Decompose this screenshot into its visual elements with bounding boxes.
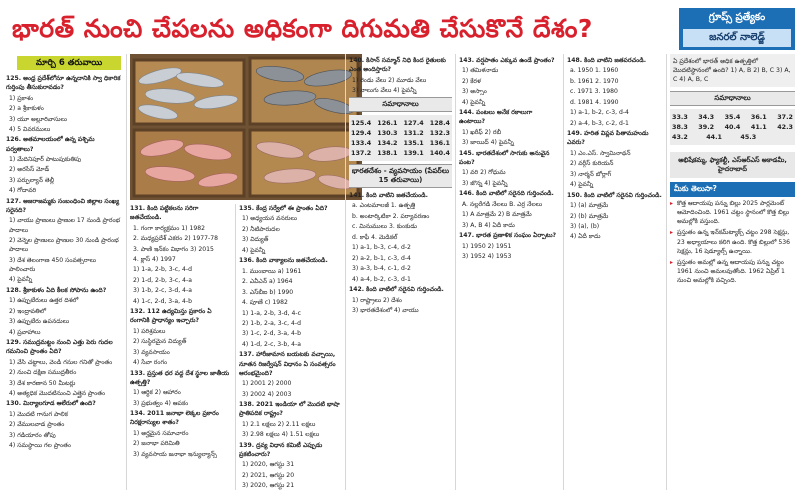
answer-option: 4) 5 వివరములు — [9, 125, 51, 133]
question-text: 128. శ్రీకాకుళం ఏది కీలక సోపాను ఉంది? — [6, 286, 107, 294]
answer-option: 2) అరసేస్ మోడ్ — [9, 166, 50, 174]
answer-option: d. కాఫీ 4. మెడికల్ — [352, 233, 398, 241]
answer-option: 2. ఎవీఎన్‌ a) 1964 — [242, 278, 293, 286]
column-divider — [126, 54, 127, 490]
column-divider — [666, 54, 667, 490]
answer-option: 4) 1-c, 2-d, 3-a, 4-b — [133, 297, 192, 305]
question-column-4 — [349, 56, 452, 490]
answer-option: 3) జాయిద్ 4) పైవన్నీ — [462, 139, 514, 147]
answer-option: 4) గోదావరి — [9, 187, 37, 195]
answer-option: 3) భారతదేశంలో 4) వాయు — [352, 306, 419, 314]
answer-option: 3) ప్రభుత్వం 4) ఆపకం — [133, 399, 189, 407]
section-heading: భారతదేశం - వ్యవసాయం (పేపర్‌లు 15 తరువాయి) — [349, 164, 452, 188]
answer-cell: 34.3 — [698, 113, 715, 122]
answer-option: 1) 1-a, 2-b, 3-c, 4-d — [133, 266, 192, 274]
question-text: 125. అంధ్ర ప్రదేశ్‌లోనూ ఉన్నదానికి స్వా ధికారిక గుర్తింపు తీసుకురావడం? — [6, 75, 121, 92]
answer-option: 3) గడియారం తోపు — [9, 431, 56, 439]
answer-option: 4) సేవా రంగం — [133, 359, 168, 367]
answer-option: 4. పూణే c) 1982 — [242, 299, 288, 307]
answer-option: 3) దేశ తెలంగాణ 450 సంవత్సరాలు పాలించారు — [9, 256, 97, 273]
answer-option: 4) a-4, b-2, c-3, d-1 — [352, 275, 411, 283]
answer-option: 3) అస్సాం — [462, 88, 487, 96]
answer-option: 3) ఉప్పుటేరు ఉపనదులు — [9, 318, 70, 326]
answer-option: 4) పైవన్నీ — [570, 181, 594, 189]
answer-option: 3) దేశ కారణాన 50 మీటర్లు — [9, 379, 76, 387]
answer-option: 3) జొన్న 4) పైవన్నీ — [462, 179, 508, 187]
question-text: 148. కింది వాటిని జతపరచండి. — [567, 57, 647, 64]
answer-option: 2) సుస్థిరమైన విద్యుత్ — [133, 338, 187, 346]
answer-option: 3) A, B 4) ఏదీ కాదు — [462, 221, 515, 229]
answer-option: 1) ఉప్పుటేరులు ఉత్తర దిశలో — [9, 297, 79, 305]
answer-option: d. 1981 4. 1990 — [570, 98, 619, 106]
answer-option: 3) వ్యవసాయం — [133, 348, 170, 356]
answer-option: a. ఎంటమాలజీ 1. ఉత్పత్తి — [352, 202, 416, 210]
question-text: 130. మిర్యాలగూడ ఆలేరులో ఉంది? — [6, 400, 96, 408]
answer-option: A. నల్లరేగడి నేలలు B. ఎర్ర నేలలు — [462, 200, 543, 208]
answer-option: b. 1961 2. 1970 — [570, 77, 619, 85]
answers-grid — [349, 115, 452, 161]
badge-line1: గ్రూప్స్ ప్రత్యేకం — [708, 12, 766, 23]
question-text: 132. 112 ఉద్యమిస్తు ప్రకారం ఏ రంగానికి ప్రాధాన్యం ఇచ్చారు? — [130, 308, 212, 325]
answer-option: 4) అత్యధిక మొదటినుంచి ఎత్తైన ప్రాంతం — [9, 389, 106, 397]
answer-cell: 130.3 — [377, 128, 398, 137]
answer-option: 3) 1-c, 2-d, 3-a, 4-b — [242, 330, 301, 338]
question-text: 147. భారత ప్రణాళిక సంఘం ఏర్పాటు? — [459, 232, 557, 240]
question-text: 140. కిసాన్ సమ్మాన్ నిధి కింద రైతులకు ఎంత అందిస్తారు? — [349, 57, 446, 74]
answer-option: 1) ఎం.ఎస్. స్వామినాథన్ — [570, 149, 631, 157]
did-you-know-heading: మీకు తెలుసా? — [670, 182, 795, 197]
answer-option: 2) నుంచి దక్షిణ సముద్రతీరం — [9, 369, 77, 377]
answers-row — [351, 118, 450, 128]
answer-cell: 36.1 — [750, 113, 767, 122]
answer-cell: 126.1 — [377, 118, 398, 127]
section-badge — [679, 8, 795, 50]
question-text: 131. కింది పట్టికలను సరిగా జతచేయండి. — [130, 205, 199, 222]
answer-option: 3) a-3, b-4, c-1, d-2 — [352, 265, 411, 273]
answer-option: 1) ప్రకాశం — [9, 94, 34, 102]
answer-option: 2) వర్గీస్ కురియన్ — [570, 160, 614, 168]
question-text: 139. ద్రవ్య విధాన కమిటీ ఎప్పుడు ప్రకటించారు? — [239, 441, 323, 458]
answer-option: 2) a-4, b-3, c-2, d-1 — [570, 119, 629, 127]
answer-option: 1) వేసి చట్టాలు, వెండి గనుల గనితో ప్రాంతం — [9, 358, 113, 366]
answer-option: 4) పైవన్నీ — [242, 246, 266, 254]
answer-option: 1) 2.1 లక్షలు 2) 2.11 లక్షలు — [242, 420, 316, 428]
question-text: 127. అజరాజమ్మకు సంబంధించి జిల్లాల సంఖ్య సరైనది? — [6, 197, 120, 214]
answer-cell: 134.2 — [377, 138, 398, 147]
answer-cell: 136.1 — [429, 138, 450, 147]
answer-option: 1. గంగా కార్యక్రమం 1) 1982 — [133, 224, 205, 232]
faculty-credit: అభిషేకమ్మ, ఫ్యాకల్టీ, ఎస్‌ఆర్‌ఎస్ అకాడమీ, హైదరాబాద్ — [670, 152, 795, 178]
answer-option: 4) పైవన్నీ — [9, 276, 33, 284]
column-divider — [563, 54, 564, 490]
question-column-5 — [459, 56, 560, 490]
answer-cell: 139.1 — [403, 148, 424, 157]
answer-cell: 33.3 — [672, 113, 688, 122]
question-text: 136. కింది వాక్యాలను జతచేయండి. — [239, 257, 328, 265]
answer-option: 4) 1-d, 2-c, 3-b, 4-a — [242, 340, 301, 348]
answer-option: 4. క్లాస్ 4) 1997 — [133, 255, 176, 263]
answer-option: 2) a-2, b-1, c-3, d-4 — [352, 254, 411, 262]
answer-cell: 132.3 — [429, 128, 450, 137]
answer-option: 1) 1950 2) 1951 — [462, 242, 512, 250]
fact-item: ▸ ప్రస్తుతం అమల్లో ఉన్న ఆదాయపు పన్ను చట్టం 1961 నుంచి అమలవుతోంది. 1962 ఏప్రిల్ 1 నుంచి అమల్లోకి వచ్చింది. — [670, 258, 795, 285]
answer-option: 4) పైవన్నీ — [462, 98, 486, 106]
answer-option: 2) కేరళ — [462, 77, 481, 85]
answer-option: 1) a-1, b-3, c-4, d-2 — [352, 244, 411, 252]
answer-option: 1) 2020, ఆగస్టు 31 — [242, 461, 295, 469]
marks-tag: మార్చి 6 తరువాయి — [17, 56, 121, 70]
answer-option: a. 1950 1. 1960 — [570, 67, 619, 75]
question-text: 144. పంటలు అనేక రకాలుగా ఉంటాయి? — [459, 109, 533, 126]
question-text: 126. అతమాలయంలో ఉన్న పశ్చిమ పర్వతాలు? — [6, 136, 95, 153]
answer-option: 2) 1-d, 2-b, 3-c, 4-a — [133, 276, 192, 284]
headline: భారత్ నుంచి చేపలను అధికంగా దిగుమతి చేసుకొనే దేశం? — [12, 14, 593, 43]
column-divider — [235, 204, 236, 490]
answer-option: 3) 1952 4) 1953 — [462, 253, 512, 261]
question-column-6 — [567, 56, 663, 490]
answer-cell: 40.4 — [724, 123, 741, 132]
answers-row — [672, 122, 793, 132]
question-text: 141. కింది వాటిని జతచేయండి. — [349, 191, 428, 199]
question-column-1 — [6, 74, 122, 490]
answer-cell: 135.1 — [403, 138, 424, 147]
column-divider — [345, 54, 346, 490]
question-text: 146. కింది వాటిలో సరైనది గుర్తించండి. — [459, 190, 554, 198]
answer-option: 2) (b) మాత్రమే — [570, 212, 609, 220]
answer-cell: 133.4 — [351, 138, 372, 147]
answer-option: 4) ప్రవాహాలు — [9, 328, 41, 336]
right-sidebar — [670, 54, 795, 490]
question-text: 138. 2021 ఇండియా లో మొదటి భాషా ప్రాతిపదిక రాష్ట్రం? — [239, 401, 340, 418]
right-question-box: ఏ ప్రదేశంలో భారత్ అధిక ఉత్పత్తిలో మొదటిస్థానంలో ఉంది? 1) A, B 2) B, C 3) A, C 4) A, B, C — [670, 54, 795, 87]
fact-item: ▸ ప్రస్తుతం ఉన్న ఇన్‌కమ్‌ట్యాక్స్ చట్టం 298 సెక్షన్లు, 23 అధ్యాయాలు కలిగి ఉంది. కొత్త బిల్లులో 536 సెక్షన్లు, 16 షెడ్యూల్స్ ఉన్నాయి. — [670, 228, 795, 255]
answer-option: 2) వేములవాడ ప్రాంతం — [9, 421, 65, 429]
answer-option: 2) 2021, ఆగస్టు 20 — [242, 471, 295, 479]
answer-cell: 39.2 — [698, 123, 715, 132]
right-answers-grid — [670, 109, 795, 145]
answer-option: 1) 2001 2) 2000 — [242, 380, 292, 388]
answer-cell: 42.3 — [777, 123, 793, 132]
answer-cell: 128.4 — [429, 118, 450, 127]
column-divider — [455, 54, 456, 490]
badge-line2: జనరల్ నాలెడ్జ్ — [683, 29, 791, 47]
answer-cell: 129.4 — [351, 128, 372, 137]
answer-option: 1) A మాత్రమే 2) B మాత్రమే — [462, 211, 532, 219]
answer-option: 1) ఆర్థిక 2) ఆహారం — [133, 389, 181, 397]
answer-option: 2) ఇంద్రావతిలో — [9, 307, 46, 315]
answer-option: 2) నీటిపారుదల — [242, 225, 280, 233]
answer-option: 1) a-1, b-2, c-3, d-4 — [570, 109, 629, 117]
answer-cell: 41.1 — [750, 123, 767, 132]
answer-option: 3) పర్పుల్యాన్ తెల్లీ — [9, 176, 55, 184]
question-text: 135. కేంద్ర సర్వేలో ఈ ప్రాంతం ఏది? — [239, 205, 328, 212]
answer-cell: 45.3 — [740, 133, 757, 142]
answer-option: 1) మొదటి గానుగ పాలిక — [9, 410, 68, 418]
question-column-3 — [239, 204, 342, 490]
answer-cell: 125.4 — [351, 118, 372, 127]
answer-cell: 138.1 — [377, 148, 398, 157]
answer-option: 3) (a), (b) — [570, 222, 600, 230]
answer-option: 1) 1-a, 2-b, 3-d, 4-c — [242, 309, 301, 317]
answer-option: 1) వరి 2) గోధుమ — [462, 169, 506, 177]
question-text: 145. భారతదేశంలో సాగుకు అనువైన పంట? — [459, 149, 550, 166]
answers-row — [351, 128, 450, 138]
answer-cell: 35.4 — [724, 113, 741, 122]
right-answers-heading: సమాధానాలు — [670, 91, 795, 106]
question-text: 142. కింది వాటిలో సరైనవి గుర్తించండి. — [349, 286, 444, 294]
answer-cell: 44.1 — [706, 133, 722, 142]
answer-option: 1. ముంబాయి a) 1961 — [242, 267, 302, 275]
question-text: 150. కింది వాటిలో సరైనవి గుర్తించండి. — [567, 191, 662, 199]
answer-option: 1) అర్హమైన సమాచారం — [133, 429, 189, 437]
answer-option: 1) (a) మాత్రమే — [570, 202, 609, 210]
fact-item: ▸ కొత్త ఆదాయపు పన్ను బిల్లు 2025 పార్లమెంట్ ఆమోదించింది. 1961 చట్టం స్థానంలో కొత్త బిల్లు అమల్లోకి వస్తుంది. — [670, 199, 795, 226]
answer-option: 3) 2.98 లక్షలు 4) 1.51 లక్షలు — [242, 431, 320, 439]
answers-row — [672, 112, 793, 122]
question-text: 134. 2011 జనాభా లెక్కల ప్రకారం నిరక్షరాస్యుల శాతం? — [130, 410, 219, 427]
answer-option: 4) ఏదీ కాదు — [570, 233, 601, 241]
answer-option: 1) తమిళనాడు — [462, 67, 499, 75]
answers-row — [351, 138, 450, 148]
answer-option: 3) విద్యుత్ — [242, 236, 269, 244]
answer-option: 2. మధ్యప్రదేశ్ ఎకరం 2) 1977-78 — [133, 235, 218, 243]
question-column-2 — [130, 204, 232, 490]
fish-photo-graphic — [130, 54, 362, 200]
answers-heading: సమాధానాలు — [349, 97, 452, 112]
answer-option: 1) పరిశ్రమలు — [133, 327, 166, 335]
answer-option: 1) మేదినిపూర్ పాటుపుకుతిపు — [9, 156, 82, 164]
answer-option: 1) రాష్ట్రాలు 2) దేశం — [352, 296, 402, 304]
answers-row — [351, 148, 450, 158]
answer-cell: 131.2 — [403, 128, 424, 137]
question-text: 133. ప్రస్తుత ధర వద్ద దేశ స్థూల జాతీయ ఉత్పత్తి? — [130, 369, 230, 386]
answer-option: 3) యూ అల్లూరివాసులు — [9, 115, 67, 123]
answer-cell: 140.4 — [429, 148, 450, 157]
answer-option: 3) వ్యవసాయ జనాభా ఇన్యుల్యాన్స్ — [133, 450, 217, 458]
answer-option: 2) జనాభా పరిమితి — [133, 440, 180, 448]
question-text: 129. సముద్రమట్టం నుంచి ఎత్తు పెరు గుదల గమనించి ప్రాంతం ఏది? — [6, 339, 113, 356]
answer-option: 3) 2002 4) 2003 — [242, 390, 292, 398]
answer-cell: 37.2 — [777, 113, 793, 122]
answer-option: b. అంటార్కిటికా 2. పర్యావరణం — [352, 212, 430, 220]
answer-cell: 43.2 — [672, 133, 688, 142]
answer-option: 1) అధ్యయన వనరులు — [242, 215, 297, 223]
answer-cell: 137.2 — [351, 148, 372, 157]
answer-option: 1) రెండు వేలు 2) మూడు వేలు — [352, 76, 427, 84]
answer-option: c. 1971 3. 1980 — [570, 88, 618, 96]
answer-option: 1) వాయు ప్రాణులు ప్రాణుల 17 నుండి ప్రారంభ పాదాలు — [9, 217, 121, 234]
answers-row — [672, 132, 793, 142]
answer-option: 3) నార్మన్ బోర్లాగ్ — [570, 170, 612, 178]
answer-option: 3) 2020, ఆగస్టు 21 — [242, 482, 295, 490]
question-text: 143. వర్షపాతం ఎక్కువ ఉండే ప్రాంతం? — [459, 57, 555, 64]
answer-option: 3) నాలుగు వేలు 4) పైవన్నీ — [352, 87, 417, 95]
answer-option: 4) సమస్థాయి గల ప్రాంతం — [9, 442, 71, 450]
answer-option: 3. ఎస్‌బీఐ b) 1990 — [242, 288, 294, 296]
answer-option: 2) a శ్రీకాకుళం — [9, 105, 44, 113]
answer-option: 3. పాణి ఇన్‌కం విభాగం 3) 2015 — [133, 245, 214, 253]
answer-cell: 127.4 — [403, 118, 424, 127]
fish-market-photo — [130, 54, 362, 200]
answer-option: 1) ఖరీఫ్ 2) రబీ — [462, 128, 502, 136]
answer-option: c. మినుములు 3. కుంకుడు — [352, 223, 418, 231]
did-you-know-list — [670, 197, 795, 285]
right-answers — [670, 87, 795, 148]
answer-option: 3) 1-b, 2-c, 3-d, 4-a — [133, 287, 192, 295]
answer-option: 2) వెన్నెల ప్రాణులు ప్రాణుల 30 నుండి ప్రారంభ పాదాలు — [9, 237, 119, 254]
question-text: 137. హారీజామాన బయటకు వచ్చాయి, నూతన రిజర్వేషన్ విధానం ఏ సంవత్సరం ఆరంభమైంది? — [239, 351, 336, 377]
question-text: 149. హరిత విప్లవ పితామహుడు ఎవరు? — [567, 130, 649, 147]
answer-cell: 38.3 — [672, 123, 688, 132]
answer-option: 2) 1-b, 2-a, 3-c, 4-d — [242, 319, 301, 327]
